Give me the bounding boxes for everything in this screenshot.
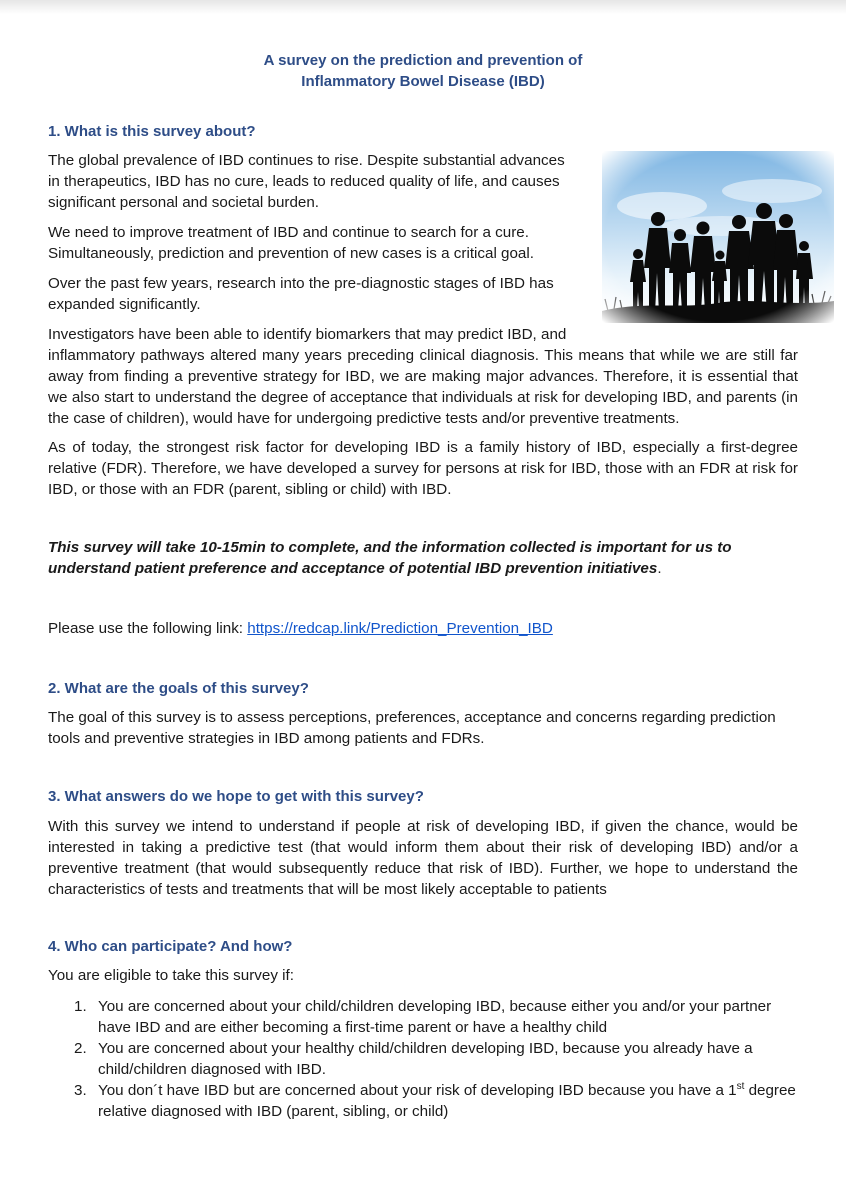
list-item-text: You are concerned about your child/children developing IBD, because either you and/or your partner have IBD and are either becoming a first-time parent or have a healthy child xyxy=(98,998,772,1036)
superscript: st xyxy=(736,1081,745,1092)
paragraph-body: With this survey we intend to understand if people at risk of developing IBD, if given the chance, would be interested in taking a predictive test (that would inform them about their risk of developing IBD) and/or a preventive treatment (that would subsequently reduce that risk of IBD). Further, we hope to understand the characteristics of tests and treatments that will be most likely acceptable to patients xyxy=(48,818,798,898)
paragraph-line: The global prevalence of IBD continues to rise. Despite substantial advances xyxy=(48,152,565,169)
paragraph-line: significant personal and societal burden. xyxy=(48,194,320,211)
paragraph-line: Over the past few years, research into the pre-diagnostic stages of IBD has xyxy=(48,275,554,292)
eligibility-list xyxy=(48,996,798,1122)
list-number: 2. xyxy=(74,1040,87,1057)
list-item xyxy=(48,996,798,1038)
section-1-paragraph-2 xyxy=(48,222,583,264)
title-line-1: A survey on the prediction and prevention of xyxy=(263,52,583,69)
paragraph-line: We need to improve treatment of IBD and continue to search for a cure. xyxy=(48,224,529,241)
list-item-text: You are concerned about your healthy child/children developing IBD, because you already have a child/children diagnosed with IBD. xyxy=(98,1040,753,1078)
survey-duration-notice xyxy=(48,537,798,579)
section-1-paragraph-3 xyxy=(48,273,583,315)
title-line-2: Inflammatory Bowel Disease (IBD) xyxy=(301,73,545,90)
page-top-shadow xyxy=(0,0,846,14)
section-1-paragraph-1 xyxy=(48,150,583,213)
paragraph-line: in therapeutics, IBD has no cure, leads to reduced quality of life, and causes xyxy=(48,173,560,190)
list-item xyxy=(48,1080,798,1122)
notice-text: This survey will take 10-15min to complete, and the information collected is important for us to understand patient preference and acceptance of potential IBD prevention initiatives xyxy=(48,539,732,577)
document-title xyxy=(48,50,798,92)
section-2-heading: 2. What are the goals of this survey? xyxy=(48,680,309,697)
link-prefix: Please use the following link: xyxy=(48,620,248,637)
paragraph-line: expanded significantly. xyxy=(48,296,201,313)
list-item xyxy=(48,1038,798,1080)
paragraph-line: Simultaneously, prediction and prevention of new cases is a critical goal. xyxy=(48,245,534,262)
list-number: 3. xyxy=(74,1082,87,1099)
paragraph-body: As of today, the strongest risk factor for developing IBD is a family history of IBD, especially a first-degree relative (FDR). Therefore, we have developed a survey for persons at risk for IBD, those with an FDR at risk for IBD, or those with an FDR (parent, sibling or child) with IBD. xyxy=(48,439,798,498)
section-4-heading: 4. Who can participate? And how? xyxy=(48,938,293,955)
paragraph-body: inflammatory pathways altered many years preceding clinical diagnosis. This means that while we are still far away from finding a preventive strategy for IBD, we are making major advances. Therefore, it is essential that we also start to understand the degree of acceptance that individuals at risk for developing IBD, and parents (in the case of children), would have for undergoing predictive tests and/or preventive treatments. xyxy=(48,347,798,427)
section-1-paragraph-5 xyxy=(48,437,798,500)
section-2-body xyxy=(48,707,798,749)
paragraph-line: Investigators have been able to identify biomarkers that may predict IBD, and xyxy=(48,326,567,343)
notice-period: . xyxy=(657,560,662,577)
family-silhouette-illustration xyxy=(602,151,834,323)
survey-link[interactable]: https://redcap.link/Prediction_Prevention_IBD xyxy=(247,620,553,637)
list-item-text: degree relative diagnosed with IBD (parent, sibling, or child) xyxy=(98,1082,796,1120)
list-item-text: You don´t have IBD but are concerned about your risk of developing IBD because you have a 1 xyxy=(98,1082,737,1099)
section-4-intro xyxy=(48,965,798,986)
survey-link-line xyxy=(48,618,798,639)
section-1-heading: 1. What is this survey about? xyxy=(48,123,256,140)
family-silhouette-icon xyxy=(602,151,834,323)
list-number: 1. xyxy=(74,998,87,1015)
paragraph-body: The goal of this survey is to assess perceptions, preferences, acceptance and concerns regarding prediction tools and preventive strategies in IBD among patients and FDRs. xyxy=(48,709,776,747)
eligibility-intro: You are eligible to take this survey if: xyxy=(48,967,294,984)
section-3-heading: 3. What answers do we hope to get with this survey? xyxy=(48,788,424,805)
section-3-body xyxy=(48,816,798,900)
section-1-paragraph-4 xyxy=(48,324,798,429)
